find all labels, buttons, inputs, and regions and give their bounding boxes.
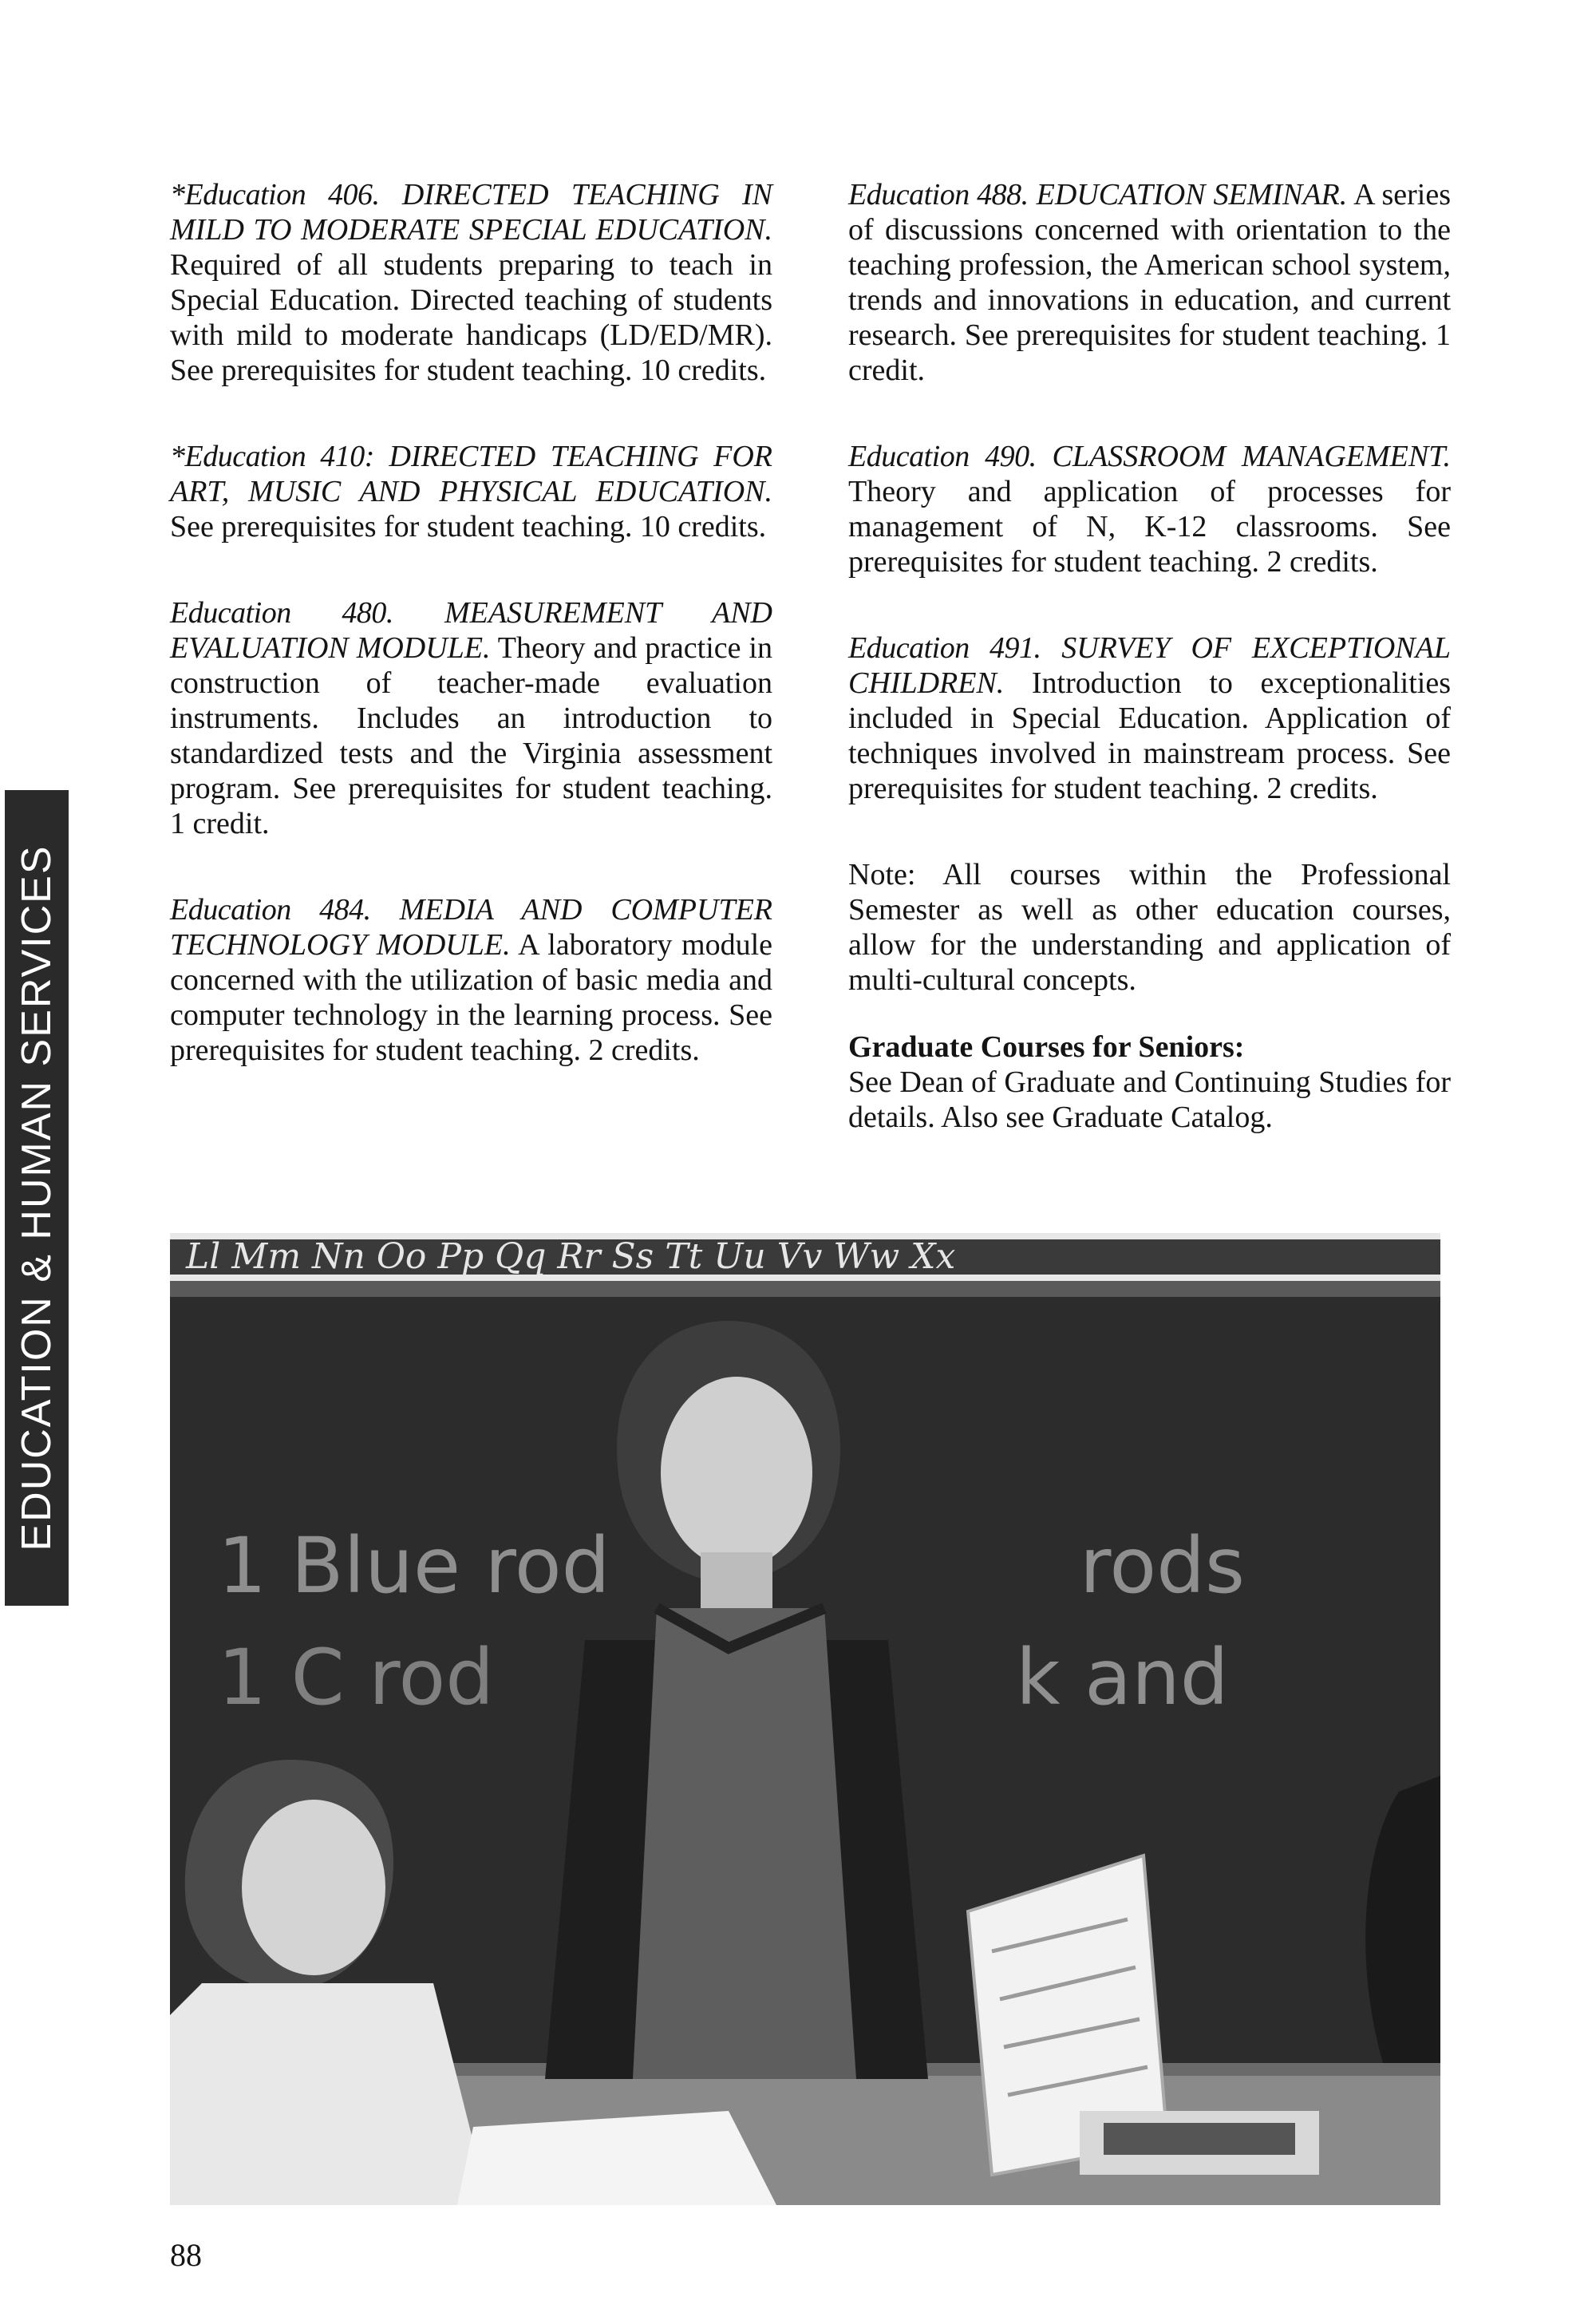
course-code: Education 488.: [848, 178, 1029, 211]
course-title: EDUCATION SEMINAR.: [1036, 178, 1348, 211]
section-side-tab-label: EDUCATION & HUMAN SERVICES: [14, 844, 60, 1551]
page-number: 88: [170, 2237, 202, 2273]
course-title: DIRECTED TEACHING FOR ART, MUSIC AND PHYSICAL EDUCATION.: [170, 440, 773, 508]
course-title: DIRECTED TEACHING IN MILD TO MODERATE SPECIAL EDUCATION.: [170, 178, 772, 247]
multicultural-note: Note: All courses within the Professional Semester as well as other education courses, allow for the understanding and application of multi-cultural concepts.: [848, 858, 1451, 997]
course-description: Theory and application of processes for management of N, K-12 classrooms. See prerequisites for student teaching. 2 credits.: [848, 475, 1451, 579]
course-entry: [848, 177, 1451, 388]
course-description: Introduction to exceptionalities included in Special Education. Application of techniques involved in mainstream process. See prerequisites for student teaching. 2 credits.: [848, 666, 1451, 805]
course-code: *Education 406.: [170, 178, 380, 211]
course-title: MEDIA AND COMPUTER TECHNOLOGY MODULE.: [170, 893, 772, 962]
course-code: *Education 410:: [170, 440, 374, 473]
course-description: See prerequisites for student teaching. 10 credits.: [170, 510, 767, 543]
chalk-writing-line-1: 1 Blue rod: [218, 1521, 610, 1611]
chalk-writing-fragment-2: k and: [1016, 1633, 1229, 1722]
course-code: Education 490.: [848, 440, 1037, 473]
chalkboard-alphabet: Ll Mm Nn Oo Pp Qq Rr Ss Tt Uu Vv Ww Xx: [186, 1236, 956, 1277]
course-title: CLASSROOM MANAGEMENT.: [1052, 440, 1452, 473]
course-code: Education 491.: [848, 631, 1041, 665]
course-code: Education 484.: [170, 893, 371, 927]
chalk-writing-line-2: 1 C rod: [218, 1633, 495, 1722]
course-entry: [170, 439, 772, 544]
section-side-tab: [5, 790, 69, 1606]
course-entry: [848, 439, 1451, 579]
course-description: A series of discussions concerned with orientation to the teaching profession, the American school system, trends and innovations in education, and current research. See prerequisites for student teaching. 1 credit.: [848, 178, 1451, 387]
course-entry: [170, 595, 772, 841]
course-description: Theory and practice in construction of teacher-made evaluation instruments. Includes an introduction to standardized tests and the Virginia assessment program. See prerequisites for student teaching. 1 credit.: [170, 631, 772, 840]
course-code: Education 480.: [170, 596, 393, 630]
course-title: SURVEY OF EXCEPTIONAL CHILDREN.: [848, 631, 1451, 700]
course-entry: [170, 892, 772, 1068]
graduate-courses-heading: Graduate Courses for Seniors:: [848, 1030, 1245, 1064]
left-column: [170, 177, 772, 1119]
course-entry: [170, 177, 772, 388]
course-entry: [848, 630, 1451, 806]
course-description: Required of all students preparing to teach in Special Education. Directed teaching of students with mild to moderate handicaps (LD/ED/MR). See prerequisites for student teaching. 10 credits.: [170, 248, 772, 387]
graduate-courses-text: See Dean of Graduate and Continuing Studies for details. Also see Graduate Catalog.: [848, 1065, 1451, 1134]
course-description: A laboratory module concerned with the utilization of basic media and computer technology in the learning process. See prerequisites for student teaching. 2 credits.: [170, 928, 773, 1067]
right-column: [848, 177, 1451, 1135]
course-title: MEASUREMENT AND EVALUATION MODULE.: [170, 596, 772, 665]
classroom-photo: [170, 1233, 1440, 2205]
chalk-writing-fragment-1: rods: [1080, 1521, 1246, 1611]
